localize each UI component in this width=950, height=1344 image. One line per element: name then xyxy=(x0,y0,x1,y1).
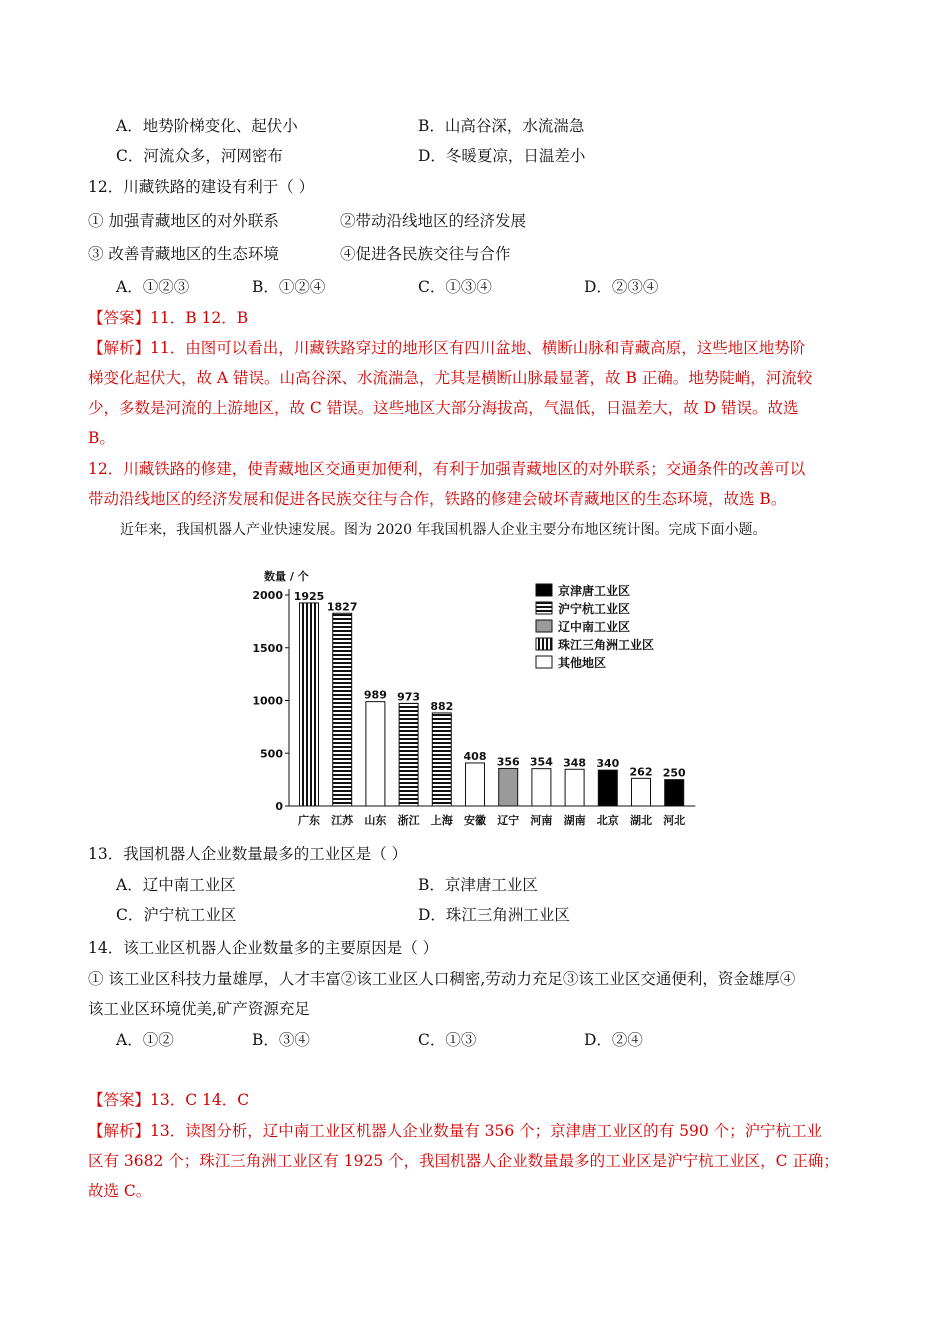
q13-option-a: A．辽中南工业区 xyxy=(116,876,236,894)
data-label: 1827 xyxy=(326,600,358,614)
q14-stem: 14．该工业区机器人企业数量多的主要原因是（ ） xyxy=(88,939,439,957)
analysis-line: 故选 C。 xyxy=(88,1182,152,1200)
analysis-line: 【解析】11．由图可以看出，川藏铁路穿过的地形区有四川盆地、横断山脉和青藏高原，这些地区地势阶 xyxy=(88,339,806,357)
legend-swatch-lzn xyxy=(536,620,552,632)
q12-option-b: B．①②④ xyxy=(252,278,326,296)
legend-label: 珠江三角洲工业区 xyxy=(558,638,655,652)
x-tick-label: 山东 xyxy=(364,814,387,827)
x-tick-label: 湖北 xyxy=(630,814,652,827)
analysis-line: 12．川藏铁路的修建，使青藏地区交通更加便利，有利于加强青藏地区的对外联系；交通条件的改善可以 xyxy=(88,460,806,478)
analysis-line: 带动沿线地区的经济发展和促进各民族交往与合作，铁路的修建会破坏青藏地区的生态环境，故选 B。 xyxy=(88,490,787,508)
bar-辽宁 xyxy=(499,768,518,806)
bar-北京 xyxy=(598,770,617,806)
data-label: 973 xyxy=(397,690,421,704)
y-tick-label: 2000 xyxy=(252,589,283,602)
data-label: 340 xyxy=(596,757,620,771)
analysis-line: 【解析】13．读图分析，辽中南工业区机器人企业数量有 356 个；京津唐工业区的有 590 个；沪宁杭工业 xyxy=(88,1122,823,1140)
x-tick-label: 湖南 xyxy=(563,814,586,827)
y-tick-label: 0 xyxy=(275,800,283,813)
x-tick-label: 安徽 xyxy=(464,814,486,827)
y-tick-label: 1500 xyxy=(252,641,283,655)
bar-河南 xyxy=(532,769,551,806)
x-tick-label: 浙江 xyxy=(397,814,420,827)
q11-option-c: C．河流众多，河网密布 xyxy=(116,147,283,165)
legend-label: 京津唐工业区 xyxy=(558,584,631,598)
bar-广东 xyxy=(300,603,319,806)
q12-option-a: A．①②③ xyxy=(116,278,190,296)
x-tick-label: 广东 xyxy=(298,814,320,827)
q13-option-b: B．京津唐工业区 xyxy=(418,876,538,894)
analysis-line: B。 xyxy=(88,429,115,447)
bar-江苏 xyxy=(333,613,352,806)
q12-item-1: ① 加强青藏地区的对外联系 xyxy=(88,212,279,230)
analysis-line: 区有 3682 个；珠江三角洲工业区有 1925 个，我国机器人企业数量最多的工业区是沪宁杭工业区，C 正确； xyxy=(88,1152,839,1170)
data-label: 882 xyxy=(430,699,454,713)
data-label: 356 xyxy=(496,755,520,769)
legend-label: 沪宁杭工业区 xyxy=(558,602,631,616)
legend-swatch-other xyxy=(536,656,552,668)
x-tick-label: 北京 xyxy=(596,814,619,827)
x-tick-label: 辽宁 xyxy=(497,814,520,827)
legend-swatch-jjt xyxy=(536,584,552,596)
y-tick-label: 1000 xyxy=(252,694,283,708)
bar-河北 xyxy=(665,780,684,806)
x-tick-label: 上海 xyxy=(430,814,453,827)
y-axis-label: 数量 / 个 xyxy=(264,570,309,583)
q14-option-d: D．②④ xyxy=(584,1031,643,1049)
legend-swatch-hnh xyxy=(536,602,552,614)
q11-option-d: D．冬暖夏凉，日温差小 xyxy=(418,147,586,165)
data-label: 250 xyxy=(662,766,686,780)
bar-浙江 xyxy=(399,703,418,806)
bar-安徽 xyxy=(466,763,485,806)
x-tick-label: 河北 xyxy=(663,814,686,827)
q13-option-c: C．沪宁杭工业区 xyxy=(116,906,237,924)
q12-option-c: C．①③④ xyxy=(418,278,492,296)
legend-swatch-zsj xyxy=(536,638,552,650)
bar-山东 xyxy=(366,702,385,806)
q13-stem: 13．我国机器人企业数量最多的工业区是（ ） xyxy=(88,845,408,863)
answer-13-14: 【答案】13．C 14．C xyxy=(88,1091,250,1109)
legend-label: 其他地区 xyxy=(558,656,607,670)
robot-enterprise-bar-chart xyxy=(250,562,710,830)
q12-item-4: ④促进各民族交往与合作 xyxy=(340,245,511,263)
q12-item-3: ③ 改善青藏地区的生态环境 xyxy=(88,245,279,263)
q11-option-a: A．地势阶梯变化、起伏小 xyxy=(116,117,298,135)
q14-option-c: C．①③ xyxy=(418,1031,477,1049)
q11-option-b: B．山高谷深，水流湍急 xyxy=(418,117,585,135)
q14-items-line: ① 该工业区科技力量雄厚，人才丰富②该工业区人口稠密,劳动力充足③该工业区交通便利，资金雄厚④ xyxy=(88,970,796,988)
q12-option-d: D．②③④ xyxy=(584,278,659,296)
data-label: 348 xyxy=(563,756,587,770)
bar-湖北 xyxy=(632,778,651,806)
bar-上海 xyxy=(432,713,451,806)
data-label: 408 xyxy=(463,749,487,763)
q14-items-line: 该工业区环境优美,矿产资源充足 xyxy=(88,1000,310,1018)
x-tick-label: 江苏 xyxy=(331,814,354,827)
bar-湖南 xyxy=(565,769,584,806)
q14-option-b: B．③④ xyxy=(252,1031,310,1049)
analysis-line: 梯变化起伏大，故 A 错误。山高谷深、水流湍急，尤其是横断山脉最显著，故 B 正确。地势陡峭，河流较 xyxy=(88,369,813,387)
analysis-line: 少，多数是河流的上游地区，故 C 错误。这些地区大部分海拔高，气温低，日温差大，故 D 错误。故选 xyxy=(88,399,799,417)
x-tick-label: 河南 xyxy=(530,814,553,827)
q14-option-a: A．①② xyxy=(116,1031,174,1049)
data-label: 989 xyxy=(363,688,387,702)
data-label: 262 xyxy=(629,765,653,779)
legend-label: 辽中南工业区 xyxy=(558,620,631,634)
q13-option-d: D．珠江三角洲工业区 xyxy=(418,906,570,924)
q12-item-2: ②带动沿线地区的经济发展 xyxy=(340,212,527,230)
data-label: 354 xyxy=(529,755,553,769)
chart-intro: 近年来，我国机器人产业快速发展。图为 2020 年我国机器人企业主要分布地区统计图。完成下面小题。 xyxy=(120,522,767,538)
y-tick-label: 500 xyxy=(260,747,283,761)
data-label: 1925 xyxy=(293,589,325,603)
answer-11-12: 【答案】11．B 12．B xyxy=(88,309,249,327)
q12-stem: 12．川藏铁路的建设有利于（ ） xyxy=(88,178,315,196)
